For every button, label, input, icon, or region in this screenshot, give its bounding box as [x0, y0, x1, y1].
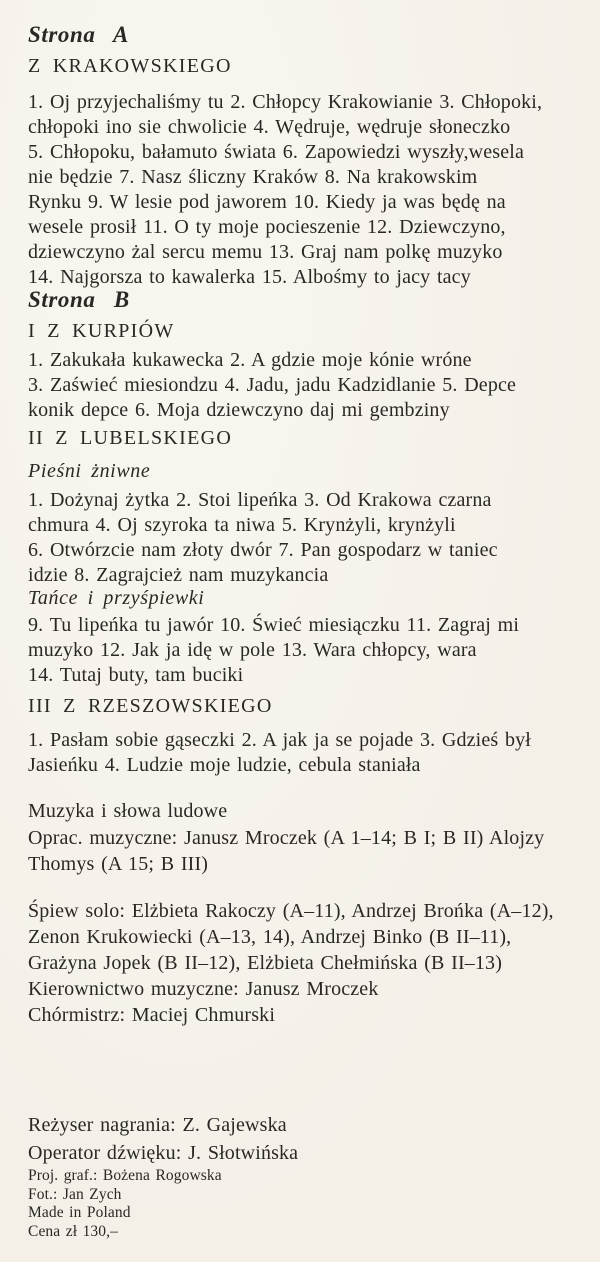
side-b-part2-subsection2-track-list — [28, 613, 584, 688]
side-a-heading: Strona A — [28, 22, 129, 47]
side-b-part1-track-list — [28, 348, 584, 423]
credit-line: Oprac. muzyczne: Janusz Mroczek (A 1–14; B I; B II) Alojzy — [28, 826, 545, 849]
imprint-lines — [28, 1167, 584, 1241]
credit-line: Operator dźwięku: J. Słotwińska — [28, 1142, 299, 1164]
credit-line: Thomys (A 15; B III) — [28, 853, 209, 875]
track-list-line: 9. Tu lipeńka tu jawór 10. Świeć miesiączku 11. Zagraj mi — [28, 614, 520, 636]
credit-line: Zenon Krukowiecki (A–13, 14), Andrzej Binko (B II–11), — [28, 926, 512, 948]
track-list-line: 1. Pasłam sobie gąseczki 2. A jak ja se pojade 3. Gdzieś był — [28, 729, 532, 751]
track-list-line: 14. Tutaj buty, tam buciki — [28, 664, 244, 686]
credit-line: Kierownictwo muzyczne: Janusz Mroczek — [28, 978, 379, 1000]
track-list-line: idzie 8. Zagrajcież nam muzykancia — [28, 564, 329, 586]
track-list-line: Jasieńku 4. Ludzie moje ludzie, cebula staniała — [28, 754, 421, 776]
credit-line: Muzyka i słowa ludowe — [28, 800, 228, 822]
imprint-line: Made in Poland — [28, 1204, 131, 1221]
music-credits — [28, 798, 584, 878]
track-list-line: 3. Zaświeć miesiondzu 4. Jadu, jadu Kadzidlanie 5. Depce — [28, 374, 517, 396]
imprint-line: Fot.: Jan Zych — [28, 1185, 122, 1203]
side-b-part3-title: III Z RZESZOWSKIEGO — [28, 695, 273, 717]
track-list-line: 1. Dożynaj żytka 2. Stoi lipeńka 3. Od Krakowa czarna — [28, 489, 492, 511]
side-b-part2-title: II Z LUBELSKIEGO — [28, 427, 233, 449]
track-list-line: nie będzie 7. Nasz śliczny Kraków 8. Na krakowskim — [28, 166, 478, 188]
side-b-part2-subsection2-title: Tańce i przyśpiewki — [28, 587, 205, 609]
credit-line: Chórmistrz: Maciej Chmurski — [28, 1004, 276, 1026]
side-b-heading: Strona B — [28, 287, 130, 312]
track-list-line: chmura 4. Oj szyroka ta niwa 5. Krynżyli, krynżyli — [28, 514, 456, 536]
track-list-line: konik depce 6. Moja dziewczyno daj mi gembziny — [28, 399, 450, 421]
imprint-line: Cena zł 130,– — [28, 1222, 118, 1240]
production-credits — [28, 1111, 584, 1167]
side-a-track-list — [28, 90, 584, 290]
credit-line: Grażyna Jopek (B II–12), Elżbieta Chełmińska (B II–13) — [28, 952, 503, 974]
track-list-line: muzyko 12. Jak ja idę w pole 13. Wara chłopcy, wara — [28, 639, 477, 661]
credit-line: Reżyser nagrania: Z. Gajewska — [28, 1114, 287, 1136]
track-list-line: chłopoki ino sie chwolicie 4. Wędruje, wędruje słoneczko — [28, 116, 511, 138]
track-list-line: wesele prosił 11. O ty moje pocieszenie 12. Dziewczyno, — [28, 216, 506, 238]
side-b-part2-subsection1-track-list — [28, 488, 584, 588]
performer-credits — [28, 898, 584, 1028]
track-list-line: dziewczyno żal sercu memu 13. Graj nam polkę muzyko — [28, 241, 503, 263]
credit-line: Śpiew solo: Elżbieta Rakoczy (A–11), Andrzej Brońka (A–12), — [28, 900, 554, 922]
imprint-line: Proj. graf.: Bożena Rogowska — [28, 1167, 222, 1184]
side-b-part2-subsection1-title: Pieśni żniwne — [28, 460, 151, 482]
side-a-region-title: Z KRAKOWSKIEGO — [28, 55, 232, 77]
track-list-line: 1. Zakukała kukawecka 2. A gdzie moje kónie wróne — [28, 349, 472, 371]
track-list-line: Rynku 9. W lesie pod jaworem 10. Kiedy ja was będę na — [28, 191, 506, 213]
track-list-line: 1. Oj przyjechaliśmy tu 2. Chłopcy Krakowianie 3. Chłopoki, — [28, 91, 543, 113]
track-list-line: 6. Otwórzcie nam złoty dwór 7. Pan gospodarz w taniec — [28, 539, 498, 561]
track-list-line: 5. Chłopoku, bałamuto świata 6. Zapowiedzi wyszły,wesela — [28, 141, 524, 163]
side-b-part3-track-list — [28, 728, 584, 778]
track-list-line: 14. Najgorsza to kawalerka 15. Albośmy to jacy tacy — [28, 266, 471, 288]
side-b-part1-title: I Z KURPIÓW — [28, 320, 175, 342]
